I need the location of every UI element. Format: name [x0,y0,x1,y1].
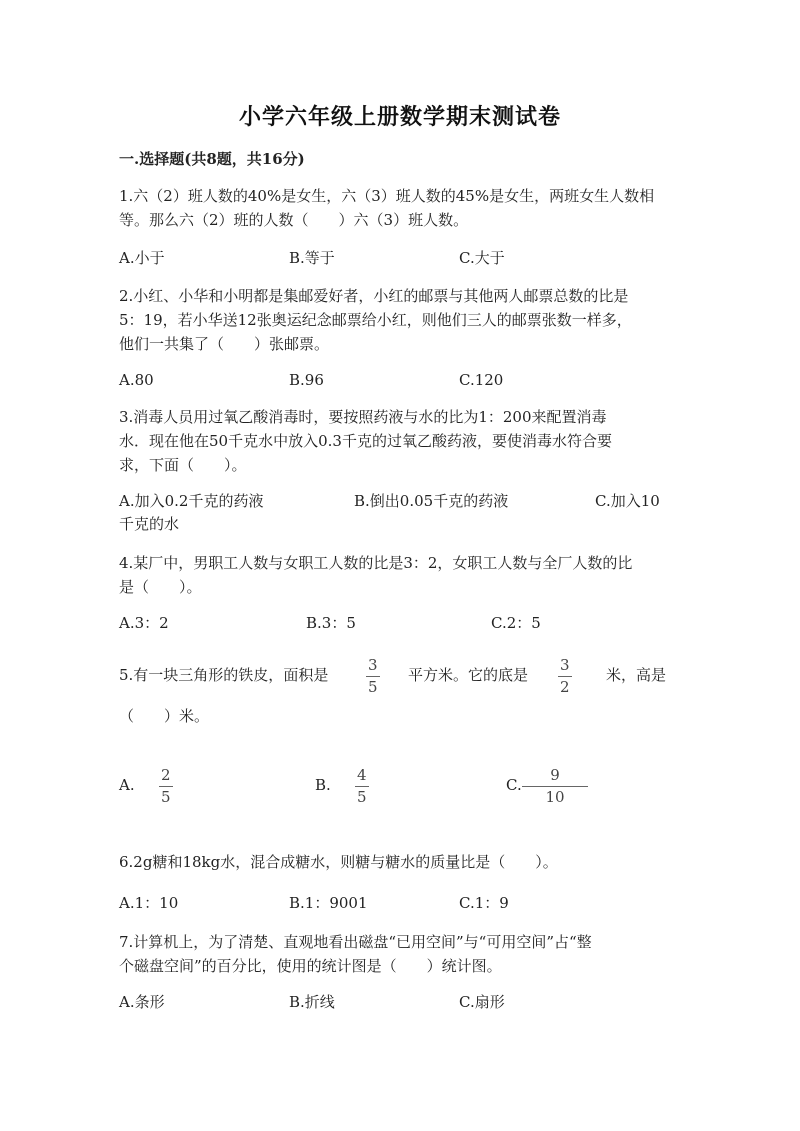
question-line: 1.六（2）班人数的40%是女生，六（3）班人数的45%是女生，两班女生人数相 [119,187,655,205]
question-4 [119,551,679,599]
option-c: C.2：5 [491,614,541,632]
option-a: A.3：2 [119,614,169,632]
page-title: 小学六年级上册数学期末测试卷 [238,104,561,130]
question-line: 2.小红、小华和小明都是集邮爱好者，小红的邮票与其他两人邮票总数的比是 [119,287,629,305]
question-6 [119,850,679,874]
question-line: 他们一共集了（ ）张邮票。 [119,335,330,353]
question-3 [119,405,679,477]
option-a: A.加入0.2千克的药液 [119,492,264,510]
fraction-denominator: 10 [545,788,565,806]
fraction-bar [159,786,173,787]
fraction-numerator: 4 [357,766,367,784]
option-c: C.120 [459,371,504,389]
question-5-text-a: 5.有一块三角形的铁皮，面积是 [119,666,329,684]
question-7 [119,930,679,978]
option-b: B.1：9001 [289,894,368,912]
fraction-numerator: 3 [560,656,570,674]
question-line: 7.计算机上，为了清楚、直观地看出磁盘“已用空间”与“可用空间”占“整 [119,933,592,951]
fraction-bar [558,676,572,677]
fraction-numerator: 3 [368,656,378,674]
option-b: B.折线 [289,993,335,1011]
option-c: C.扇形 [459,993,505,1011]
fraction-bar [366,676,380,677]
fraction-denominator: 5 [357,788,367,806]
option-c-continuation: 千克的水 [119,515,180,533]
fraction-denominator: 5 [368,678,378,696]
fraction-denominator: 5 [161,788,171,806]
fraction-numerator: 9 [550,766,560,784]
question-line: 4.某厂中，男职工人数与女职工人数的比是3：2，女职工人数与全厂人数的比 [119,554,633,572]
option-a-label: A. [119,776,135,794]
fraction-bar [522,786,588,787]
section-heading: 一.选择题(共8题，共16分) [119,150,305,168]
question-line: 3.消毒人员用过氧乙酸消毒时，要按照药液与水的比为1：200来配置消毒 [119,408,607,426]
option-b: B.96 [289,371,324,389]
option-b: B.等于 [289,249,335,267]
option-a: A.条形 [119,993,165,1011]
question-2 [119,284,679,356]
option-b-label: B. [315,776,331,794]
option-b: B.3：5 [306,614,356,632]
fraction-numerator: 2 [161,766,171,784]
option-a-fraction [159,767,173,806]
option-a: A.80 [119,371,154,389]
fraction-denominator: 2 [560,678,570,696]
question-1 [119,184,679,232]
question-line: 个磁盘空间”的百分比，使用的统计图是（ ）统计图。 [119,957,502,975]
option-c: C.加入10 [595,492,660,510]
option-c-label: C. [506,776,522,794]
option-b-fraction [355,767,369,806]
option-c-fraction [522,767,588,806]
question-line: 求，下面（ ）。 [119,456,247,474]
fraction-area [366,657,380,696]
question-5-text-b: 平方米。它的底是 [408,666,529,684]
option-a: A.小于 [119,249,165,267]
question-line: 5：19，若小华送12张奥运纪念邮票给小红，则他们三人的邮票张数一样多， [119,311,632,329]
question-line: 6.2g糖和18kg水，混合成糖水，则糖与糖水的质量比是（ ）。 [119,853,558,871]
fraction-base [558,657,572,696]
question-5-line-2: （ ）米。 [119,707,210,725]
fraction-bar [355,786,369,787]
option-c: C.大于 [459,249,505,267]
question-line: 是（ ）。 [119,578,202,596]
option-a: A.1：10 [119,894,179,912]
option-b: B.倒出0.05千克的药液 [354,492,509,510]
question-line: 等。那么六（2）班的人数（ ）六（3）班人数。 [119,211,469,229]
option-c: C.1：9 [459,894,509,912]
question-line: 水．现在他在50千克水中放入0.3千克的过氧乙酸药液，要使消毒水符合要 [119,432,612,450]
question-5-text-c: 米，高是 [606,666,667,684]
